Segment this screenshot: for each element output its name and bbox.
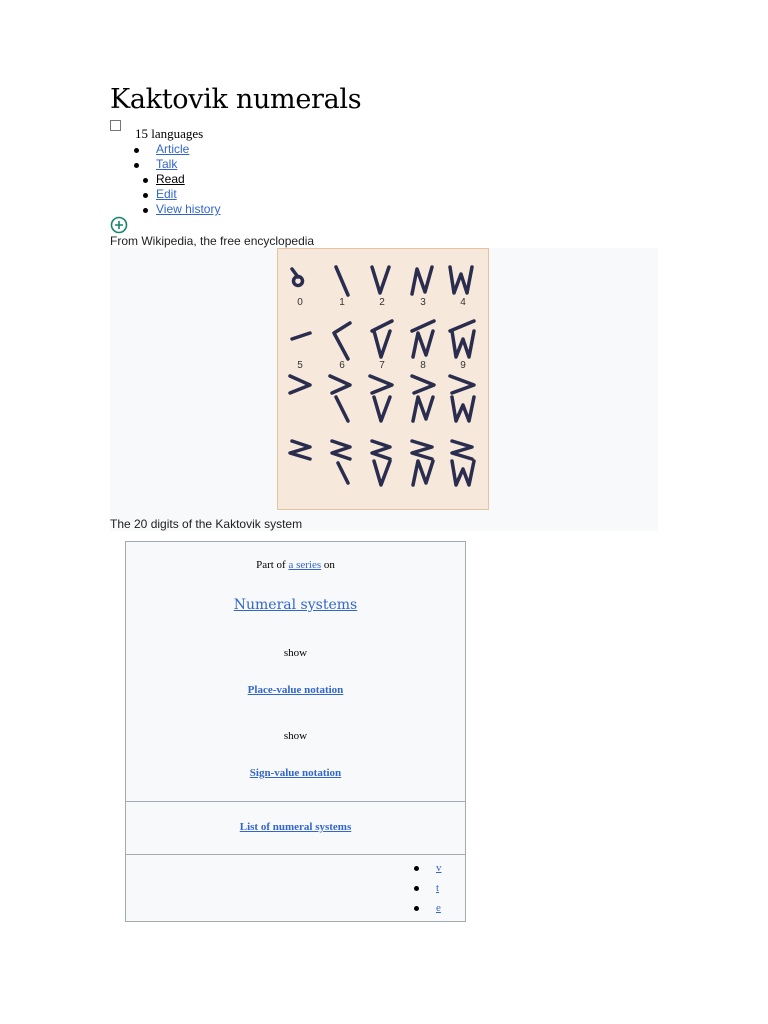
series-link[interactable]: a series — [288, 559, 322, 571]
language-toggle-checkbox[interactable] — [110, 120, 121, 131]
tab-talk — [156, 157, 189, 172]
numeral-systems-infobox — [125, 541, 466, 922]
place-value-show-toggle[interactable]: show — [283, 647, 308, 659]
kaktovik-digit-0 — [292, 269, 303, 286]
tab-article — [156, 142, 189, 157]
page-title: Kaktovik numerals — [110, 84, 362, 115]
sign-value-notation-heading — [126, 767, 465, 779]
vte-item-edit — [436, 898, 442, 918]
kaktovik-digit-15 — [290, 441, 310, 459]
vte-item-talk — [436, 878, 442, 898]
kaktovik-digit-13 — [412, 376, 434, 421]
tab-article-link[interactable]: Article — [156, 142, 190, 156]
digit-label-7: 7 — [379, 360, 385, 371]
tagline: From Wikipedia, the free encyclopedia — [110, 234, 315, 248]
digit-label-0: 0 — [297, 297, 303, 308]
kaktovik-digit-11 — [330, 376, 350, 421]
kaktovik-digit-4 — [450, 267, 472, 293]
vte-view-link[interactable]: v — [436, 862, 442, 874]
kaktovik-digit-2 — [372, 267, 389, 293]
digit-label-2: 2 — [379, 297, 385, 308]
tab-read — [156, 172, 220, 187]
digit-label-3: 3 — [420, 297, 426, 308]
digit-label-9: 9 — [460, 360, 466, 371]
series-suffix: on — [323, 559, 335, 571]
add-circle-icon[interactable] — [110, 216, 128, 234]
kaktovik-digit-8 — [412, 321, 434, 357]
kaktovik-digit-12 — [370, 376, 392, 421]
tab-read-link[interactable]: Read — [156, 172, 185, 186]
numeral-systems-link[interactable]: Numeral systems — [233, 597, 358, 613]
figure — [110, 248, 658, 531]
infobox-title — [126, 597, 465, 613]
series-prefix: Part of — [256, 559, 286, 571]
kaktovik-digit-9 — [450, 321, 474, 357]
digit-label-1: 1 — [339, 297, 345, 308]
list-of-numeral-systems-link[interactable]: List of numeral systems — [239, 821, 352, 833]
list-of-numeral-systems-row — [126, 821, 465, 833]
kaktovik-digit-16 — [332, 441, 350, 483]
digit-label-4: 4 — [460, 297, 466, 308]
figure-caption: The 20 digits of the Kaktovik system — [110, 517, 303, 531]
tab-view-history-link[interactable]: View history — [156, 202, 221, 216]
kaktovik-digit-17 — [372, 441, 390, 485]
kaktovik-digit-7 — [372, 321, 392, 357]
tab-view-history — [156, 202, 220, 217]
language-count[interactable]: 15 languages — [135, 126, 204, 141]
tab-edit — [156, 187, 220, 202]
sign-value-show-toggle[interactable]: show — [283, 730, 308, 742]
navbox-vte-links — [436, 858, 442, 918]
tab-talk-link[interactable]: Talk — [156, 157, 178, 171]
kaktovik-digit-10 — [290, 376, 310, 393]
place-value-notation-heading — [126, 684, 465, 696]
kaktovik-digit-labels — [297, 297, 466, 371]
vte-edit-link[interactable]: e — [436, 902, 441, 914]
digit-label-6: 6 — [339, 360, 345, 371]
tab-edit-link[interactable]: Edit — [156, 187, 177, 201]
infobox-divider — [126, 801, 465, 802]
namespace-tabs — [156, 142, 189, 172]
kaktovik-digit-18 — [412, 441, 433, 485]
infobox-divider — [126, 854, 465, 855]
digit-label-5: 5 — [297, 360, 303, 371]
infobox-series-line — [126, 559, 465, 571]
view-tabs — [156, 172, 220, 217]
vte-item-view — [436, 858, 442, 878]
kaktovik-digit-19 — [452, 441, 474, 485]
kaktovik-digit-14 — [450, 376, 474, 421]
vte-talk-link[interactable]: t — [436, 882, 440, 894]
digit-label-8: 8 — [420, 360, 426, 371]
kaktovik-digit-6 — [334, 323, 350, 359]
kaktovik-digit-5 — [292, 333, 310, 339]
kaktovik-digits-drawing — [278, 249, 490, 511]
place-value-notation-link[interactable]: Place-value notation — [247, 684, 344, 696]
kaktovik-digit-3 — [412, 267, 432, 294]
sign-value-notation-link[interactable]: Sign-value notation — [249, 767, 342, 779]
kaktovik-digit-1 — [336, 267, 348, 295]
kaktovik-digits-image[interactable] — [277, 248, 489, 510]
